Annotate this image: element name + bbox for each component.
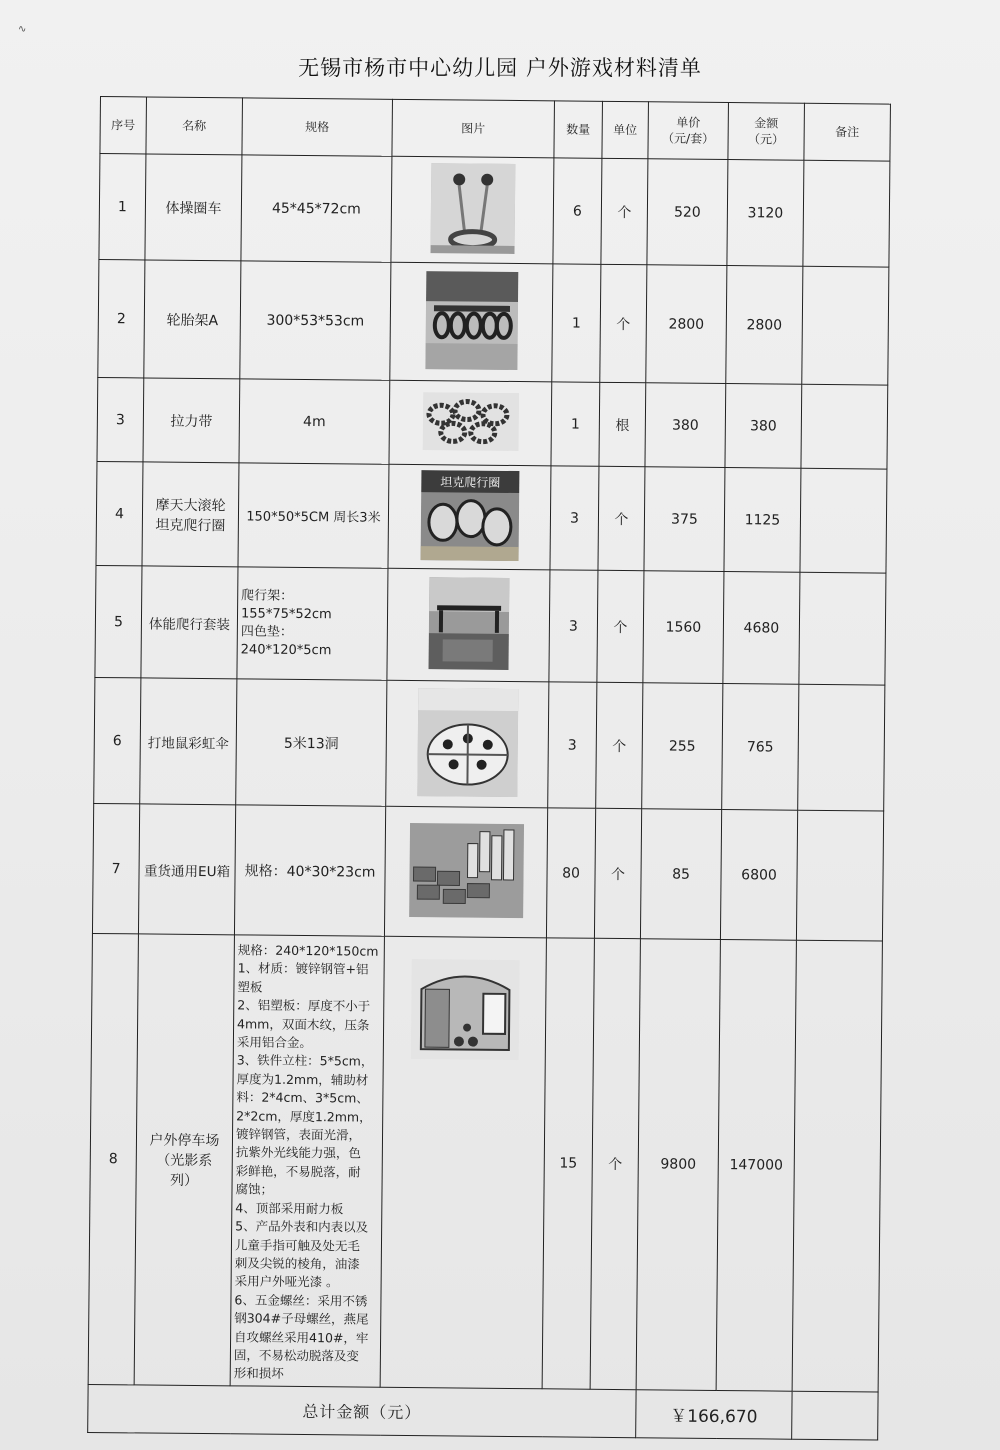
header-image: 图片 — [392, 99, 555, 158]
cell-unit: 个 — [601, 158, 648, 264]
cell-seq: 5 — [95, 565, 142, 677]
cell-name: 摩天大滚轮 坦克爬行圈 — [142, 462, 239, 567]
cell-spec: 规格：240*120*150cm 1、材质：镀锌钢管+铝 塑板 2、铝塑板：厚度不小于 4mm，双面木纹，压条 采用铝合金。 3、铁件立柱：5*5cm， 厚度为1.2mm，辅助材 料：2*4cm、3*5cm、 2*2cm，厚度1.2mm， 镀锌钢管，表面光滑， 抗紫外光线能力强，色 彩鲜艳，不易脱落，耐 腐蚀； 4、顶部采用耐力板 5、产品外表和内表以及 儿童手指可触及处无毛 刺及尖锐的棱角，油漆 采用户外哑光漆 。 6、五金螺丝：采用不锈 钢304#子母螺丝，燕尾 自攻螺丝采用410#，牢 固，不易松动脱落及变 形和损坏 — [230, 935, 384, 1387]
cell-amount: 380 — [725, 384, 802, 469]
header-note: 备注 — [804, 103, 891, 161]
cell-amount: 1125 — [724, 468, 801, 573]
cell-note — [799, 572, 886, 685]
cell-spec: 4m — [239, 379, 390, 464]
header-amount: 金额 （元） — [728, 103, 805, 161]
eu-crates-photo — [409, 823, 524, 918]
cell-qty: 15 — [542, 938, 594, 1389]
tire-rack-photo — [425, 271, 518, 370]
photo-caption: 坦克爬行圈 — [439, 474, 500, 490]
cell-amount: 147000 — [716, 939, 796, 1390]
product-photo — [380, 936, 546, 1388]
cell-seq: 1 — [99, 154, 146, 260]
cell-unit: 个 — [600, 264, 647, 382]
cell-qty: 1 — [552, 264, 601, 382]
product-photo — [386, 680, 549, 808]
cell-unit: 个 — [598, 466, 645, 570]
table-row — [96, 461, 887, 573]
cell-note — [796, 810, 883, 941]
cell-qty: 6 — [553, 158, 602, 264]
cell-note — [792, 940, 882, 1392]
cell-name: 体操圈车 — [145, 154, 242, 261]
total-note — [792, 1391, 878, 1440]
cell-qty: 1 — [551, 382, 600, 466]
cell-spec: 150*50*5CM 周长3米 — [238, 463, 389, 568]
header-spec: 规格 — [242, 98, 393, 156]
parking-lot-photo — [410, 959, 519, 1060]
cell-price: 1560 — [643, 571, 724, 684]
cell-seq: 2 — [98, 259, 145, 377]
cell-amount: 6800 — [720, 810, 797, 941]
table-row — [95, 565, 886, 685]
cell-spec: 5米13洞 — [236, 679, 387, 806]
table-row — [88, 933, 882, 1391]
cell-unit: 个 — [590, 938, 640, 1389]
gym-hoop-cart-photo — [430, 163, 515, 254]
table-row — [99, 154, 890, 268]
cell-unit: 根 — [599, 382, 646, 466]
product-photo — [388, 464, 551, 570]
document-title: 无锡市杨市中心幼儿园 户外游戏材料清单 — [298, 56, 702, 80]
cell-price: 375 — [644, 467, 725, 572]
cell-spec: 爬行架： 155*75*52cm 四色垫： 240*120*5cm — [237, 567, 388, 680]
resistance-band-photo — [422, 392, 519, 451]
total-label: 总计金额（元） — [88, 1384, 636, 1437]
cell-price: 255 — [642, 683, 723, 810]
header-row — [100, 97, 891, 162]
product-photo — [387, 568, 550, 682]
table-row — [97, 377, 888, 469]
cell-price: 85 — [640, 809, 721, 940]
cell-note — [801, 384, 888, 469]
cell-unit: 个 — [597, 570, 644, 682]
product-photo — [390, 262, 553, 382]
cell-qty: 3 — [549, 570, 598, 682]
cell-name: 打地鼠彩虹伞 — [140, 678, 237, 805]
cell-qty: 3 — [550, 466, 599, 570]
cell-seq: 7 — [92, 803, 139, 933]
cell-seq: 6 — [94, 677, 141, 803]
cell-qty: 3 — [548, 682, 597, 808]
cell-amount: 4680 — [723, 572, 800, 685]
total-row — [88, 1384, 878, 1440]
cell-seq: 3 — [97, 377, 144, 461]
cell-name: 轮胎架A — [144, 260, 241, 379]
header-qty: 数量 — [554, 101, 603, 158]
cell-unit: 个 — [596, 682, 643, 808]
cell-name: 重货通用EU箱 — [138, 804, 235, 935]
cell-price: 520 — [647, 159, 728, 266]
table-row — [98, 259, 889, 385]
cell-amount: 2800 — [726, 266, 803, 385]
materials-table — [87, 96, 891, 1440]
cell-note — [798, 684, 885, 811]
cell-seq: 8 — [88, 933, 138, 1384]
crawl-set-photo — [428, 577, 509, 670]
cell-name: 户外停车场 （光影系 列） — [134, 934, 234, 1386]
cell-spec: 规格：40*30*23cm — [234, 805, 385, 936]
cell-seq: 4 — [96, 461, 143, 565]
cell-amount: 3120 — [727, 160, 804, 267]
header-seq: 序号 — [100, 97, 147, 154]
cell-amount: 765 — [722, 684, 799, 811]
cell-note — [803, 160, 890, 267]
tank-crawl-ring-photo — [420, 470, 519, 561]
total-value: ￥166,670 — [636, 1389, 792, 1438]
product-photo — [391, 156, 554, 264]
cell-note — [800, 468, 887, 573]
header-name: 名称 — [146, 97, 243, 155]
rainbow-umbrella-photo — [417, 688, 518, 797]
cell-spec: 45*45*72cm — [241, 155, 392, 262]
cell-price: 9800 — [636, 939, 720, 1390]
table-row — [94, 677, 885, 811]
cell-note — [802, 266, 889, 385]
cell-spec: 300*53*53cm — [240, 261, 391, 380]
table-row — [92, 803, 883, 941]
cell-name: 拉力带 — [143, 378, 240, 463]
cell-name: 体能爬行套装 — [141, 566, 238, 679]
header-price: 单价 （元/套） — [648, 102, 729, 160]
product-photo — [384, 806, 547, 938]
cell-price: 2800 — [646, 265, 727, 384]
cell-price: 380 — [645, 383, 726, 468]
cell-qty: 80 — [546, 808, 595, 938]
product-photo — [389, 380, 552, 466]
cell-unit: 个 — [594, 808, 641, 938]
corner-mark: ∿ — [18, 24, 27, 35]
header-unit: 单位 — [602, 101, 649, 158]
